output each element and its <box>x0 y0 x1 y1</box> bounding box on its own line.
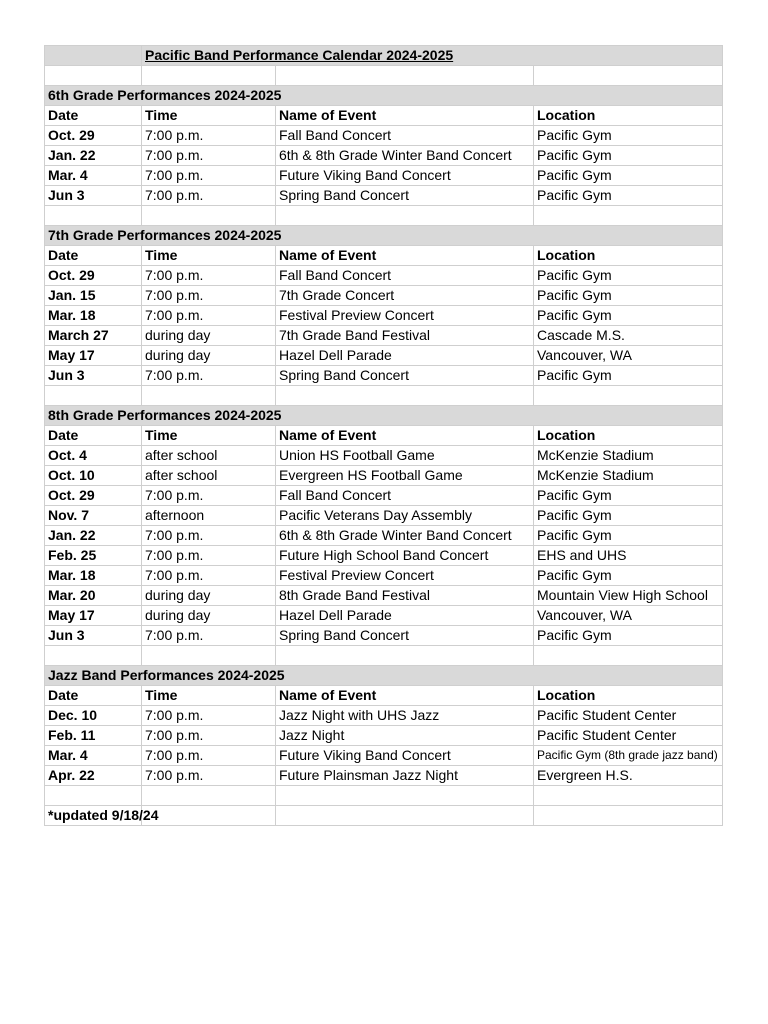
date-cell[interactable]: Dec. 10 <box>45 706 142 726</box>
event-cell[interactable]: Spring Band Concert <box>276 186 534 206</box>
location-cell[interactable]: Pacific Gym <box>534 166 723 186</box>
column-header-event[interactable]: Name of Event <box>276 246 534 266</box>
note-row <box>45 806 723 826</box>
calendar-body <box>45 46 723 826</box>
section-header-row <box>45 406 723 426</box>
section-header-row <box>45 226 723 246</box>
table-row <box>45 326 723 346</box>
date-cell[interactable]: May 17 <box>45 346 142 366</box>
location-cell[interactable]: Pacific Gym <box>534 286 723 306</box>
table-row <box>45 746 723 766</box>
date-cell[interactable]: Oct. 29 <box>45 486 142 506</box>
spacer-row <box>45 386 723 406</box>
table-row <box>45 366 723 386</box>
time-cell[interactable]: 7:00 p.m. <box>142 626 276 646</box>
table-row <box>45 166 723 186</box>
column-header-location[interactable]: Location <box>534 426 723 446</box>
location-cell[interactable]: EHS and UHS <box>534 546 723 566</box>
time-cell[interactable]: 7:00 p.m. <box>142 726 276 746</box>
empty-cell[interactable] <box>534 646 723 666</box>
table-row <box>45 566 723 586</box>
empty-cell[interactable] <box>142 206 276 226</box>
column-header-row <box>45 246 723 266</box>
table-row <box>45 766 723 786</box>
section-header-row <box>45 666 723 686</box>
empty-cell[interactable] <box>534 386 723 406</box>
location-cell[interactable]: Pacific Gym <box>534 146 723 166</box>
column-header-event[interactable]: Name of Event <box>276 686 534 706</box>
page-title[interactable]: Pacific Band Performance Calendar 2024-2025 <box>142 46 723 66</box>
event-cell[interactable]: 7th Grade Concert <box>276 286 534 306</box>
section-heading[interactable]: Jazz Band Performances 2024-2025 <box>45 666 723 686</box>
empty-cell[interactable] <box>276 646 534 666</box>
event-cell[interactable]: Festival Preview Concert <box>276 566 534 586</box>
time-cell[interactable]: 7:00 p.m. <box>142 186 276 206</box>
event-cell[interactable]: Fall Band Concert <box>276 486 534 506</box>
time-cell[interactable]: 7:00 p.m. <box>142 566 276 586</box>
event-cell[interactable]: Evergreen HS Football Game <box>276 466 534 486</box>
table-row <box>45 626 723 646</box>
location-cell[interactable]: Evergreen H.S. <box>534 766 723 786</box>
location-cell[interactable]: Pacific Gym <box>534 566 723 586</box>
location-cell[interactable]: McKenzie Stadium <box>534 466 723 486</box>
empty-cell[interactable] <box>534 786 723 806</box>
table-row <box>45 306 723 326</box>
section-heading[interactable]: 7th Grade Performances 2024-2025 <box>45 226 723 246</box>
spacer-row <box>45 206 723 226</box>
title-row <box>45 46 723 66</box>
event-cell[interactable]: Future Viking Band Concert <box>276 746 534 766</box>
date-cell[interactable]: Feb. 25 <box>45 546 142 566</box>
location-cell[interactable]: Pacific Gym <box>534 506 723 526</box>
column-header-location[interactable]: Location <box>534 686 723 706</box>
event-cell[interactable]: Jazz Night <box>276 726 534 746</box>
empty-cell[interactable] <box>45 66 142 86</box>
empty-cell[interactable] <box>45 206 142 226</box>
date-cell[interactable]: Mar. 4 <box>45 166 142 186</box>
empty-cell[interactable] <box>142 66 276 86</box>
time-cell[interactable]: 7:00 p.m. <box>142 746 276 766</box>
date-cell[interactable]: Jan. 22 <box>45 526 142 546</box>
empty-cell[interactable] <box>45 46 142 66</box>
location-cell[interactable]: Vancouver, WA <box>534 346 723 366</box>
column-header-time[interactable]: Time <box>142 426 276 446</box>
date-cell[interactable]: Mar. 18 <box>45 566 142 586</box>
time-cell[interactable]: during day <box>142 586 276 606</box>
event-cell[interactable]: Fall Band Concert <box>276 126 534 146</box>
empty-cell[interactable] <box>276 786 534 806</box>
column-header-location[interactable]: Location <box>534 106 723 126</box>
date-cell[interactable]: Oct. 4 <box>45 446 142 466</box>
table-row <box>45 726 723 746</box>
time-cell[interactable]: during day <box>142 346 276 366</box>
time-cell[interactable]: 7:00 p.m. <box>142 306 276 326</box>
location-cell[interactable]: Pacific Gym <box>534 486 723 506</box>
empty-cell[interactable] <box>45 386 142 406</box>
date-cell[interactable]: Mar. 18 <box>45 306 142 326</box>
empty-cell[interactable] <box>534 806 723 826</box>
column-header-row <box>45 426 723 446</box>
time-cell[interactable]: after school <box>142 466 276 486</box>
time-cell[interactable]: 7:00 p.m. <box>142 526 276 546</box>
location-cell[interactable]: McKenzie Stadium <box>534 446 723 466</box>
spacer-row <box>45 786 723 806</box>
column-header-row <box>45 686 723 706</box>
table-row <box>45 506 723 526</box>
time-cell[interactable]: 7:00 p.m. <box>142 286 276 306</box>
empty-cell[interactable] <box>276 806 534 826</box>
date-cell[interactable]: Jun 3 <box>45 626 142 646</box>
table-row <box>45 266 723 286</box>
column-header-row <box>45 106 723 126</box>
time-cell[interactable]: during day <box>142 606 276 626</box>
column-header-time[interactable]: Time <box>142 106 276 126</box>
date-cell[interactable]: Jun 3 <box>45 186 142 206</box>
empty-cell[interactable] <box>276 206 534 226</box>
date-cell[interactable]: Jan. 15 <box>45 286 142 306</box>
column-header-date[interactable]: Date <box>45 246 142 266</box>
location-cell[interactable]: Pacific Student Center <box>534 726 723 746</box>
date-cell[interactable]: May 17 <box>45 606 142 626</box>
event-cell[interactable]: Spring Band Concert <box>276 626 534 646</box>
table-row <box>45 126 723 146</box>
update-note[interactable]: *updated 9/18/24 <box>45 806 142 826</box>
column-header-event[interactable]: Name of Event <box>276 426 534 446</box>
time-cell[interactable]: during day <box>142 326 276 346</box>
event-cell[interactable]: Future Viking Band Concert <box>276 166 534 186</box>
date-cell[interactable]: Mar. 4 <box>45 746 142 766</box>
table-row <box>45 586 723 606</box>
empty-cell[interactable] <box>534 66 723 86</box>
event-cell[interactable]: Pacific Veterans Day Assembly <box>276 506 534 526</box>
time-cell[interactable]: 7:00 p.m. <box>142 706 276 726</box>
column-header-date[interactable]: Date <box>45 106 142 126</box>
spacer-row <box>45 646 723 666</box>
location-cell[interactable]: Mountain View High School <box>534 586 723 606</box>
section-heading[interactable]: 8th Grade Performances 2024-2025 <box>45 406 723 426</box>
date-cell[interactable]: Mar. 20 <box>45 586 142 606</box>
date-cell[interactable]: Oct. 29 <box>45 126 142 146</box>
empty-cell[interactable] <box>276 66 534 86</box>
event-cell[interactable]: Festival Preview Concert <box>276 306 534 326</box>
event-cell[interactable]: 8th Grade Band Festival <box>276 586 534 606</box>
event-cell[interactable]: Hazel Dell Parade <box>276 346 534 366</box>
column-header-date[interactable]: Date <box>45 686 142 706</box>
table-row <box>45 546 723 566</box>
table-row <box>45 286 723 306</box>
date-cell[interactable]: Feb. 11 <box>45 726 142 746</box>
column-header-time[interactable]: Time <box>142 686 276 706</box>
time-cell[interactable]: after school <box>142 446 276 466</box>
location-cell[interactable]: Pacific Gym <box>534 306 723 326</box>
table-row <box>45 526 723 546</box>
event-cell[interactable]: Future High School Band Concert <box>276 546 534 566</box>
time-cell[interactable]: afternoon <box>142 506 276 526</box>
event-cell[interactable]: Union HS Football Game <box>276 446 534 466</box>
date-cell[interactable]: Oct. 29 <box>45 266 142 286</box>
empty-cell[interactable] <box>276 386 534 406</box>
table-row <box>45 606 723 626</box>
location-cell[interactable]: Pacific Gym <box>534 186 723 206</box>
empty-cell[interactable] <box>534 206 723 226</box>
location-cell[interactable]: Pacific Gym <box>534 526 723 546</box>
time-cell[interactable]: 7:00 p.m. <box>142 766 276 786</box>
table-row <box>45 146 723 166</box>
date-cell[interactable]: Nov. 7 <box>45 506 142 526</box>
section-header-row <box>45 86 723 106</box>
location-cell[interactable]: Pacific Gym <box>534 366 723 386</box>
time-cell[interactable]: 7:00 p.m. <box>142 146 276 166</box>
section-heading[interactable]: 6th Grade Performances 2024-2025 <box>45 86 723 106</box>
table-row <box>45 706 723 726</box>
empty-cell[interactable] <box>142 646 276 666</box>
time-cell[interactable]: 7:00 p.m. <box>142 486 276 506</box>
empty-cell[interactable] <box>142 386 276 406</box>
date-cell[interactable]: Apr. 22 <box>45 766 142 786</box>
table-row <box>45 466 723 486</box>
column-header-location[interactable]: Location <box>534 246 723 266</box>
time-cell[interactable]: 7:00 p.m. <box>142 546 276 566</box>
column-header-date[interactable]: Date <box>45 426 142 446</box>
date-cell[interactable]: Jun 3 <box>45 366 142 386</box>
event-cell[interactable]: Fall Band Concert <box>276 266 534 286</box>
event-cell[interactable]: 6th & 8th Grade Winter Band Concert <box>276 526 534 546</box>
column-header-event[interactable]: Name of Event <box>276 106 534 126</box>
event-cell[interactable]: Future Plainsman Jazz Night <box>276 766 534 786</box>
event-cell[interactable]: Spring Band Concert <box>276 366 534 386</box>
table-row <box>45 486 723 506</box>
location-cell[interactable]: Pacific Gym <box>534 626 723 646</box>
date-cell[interactable]: March 27 <box>45 326 142 346</box>
table-row <box>45 186 723 206</box>
event-cell[interactable]: Hazel Dell Parade <box>276 606 534 626</box>
empty-cell[interactable] <box>45 646 142 666</box>
table-row <box>45 346 723 366</box>
table-row <box>45 446 723 466</box>
event-cell[interactable]: 6th & 8th Grade Winter Band Concert <box>276 146 534 166</box>
location-cell[interactable]: Vancouver, WA <box>534 606 723 626</box>
time-cell[interactable]: 7:00 p.m. <box>142 266 276 286</box>
spacer-row <box>45 66 723 86</box>
empty-cell[interactable] <box>142 806 276 826</box>
location-cell[interactable]: Pacific Student Center <box>534 706 723 726</box>
calendar-table <box>44 45 723 826</box>
location-cell[interactable]: Pacific Gym <box>534 126 723 146</box>
location-cell[interactable]: Pacific Gym (8th grade jazz band) <box>534 746 723 766</box>
time-cell[interactable]: 7:00 p.m. <box>142 366 276 386</box>
empty-cell[interactable] <box>45 786 142 806</box>
date-cell[interactable]: Oct. 10 <box>45 466 142 486</box>
location-cell[interactable]: Pacific Gym <box>534 266 723 286</box>
time-cell[interactable]: 7:00 p.m. <box>142 166 276 186</box>
date-cell[interactable]: Jan. 22 <box>45 146 142 166</box>
time-cell[interactable]: 7:00 p.m. <box>142 126 276 146</box>
column-header-time[interactable]: Time <box>142 246 276 266</box>
empty-cell[interactable] <box>142 786 276 806</box>
event-cell[interactable]: 7th Grade Band Festival <box>276 326 534 346</box>
event-cell[interactable]: Jazz Night with UHS Jazz <box>276 706 534 726</box>
location-cell[interactable]: Cascade M.S. <box>534 326 723 346</box>
